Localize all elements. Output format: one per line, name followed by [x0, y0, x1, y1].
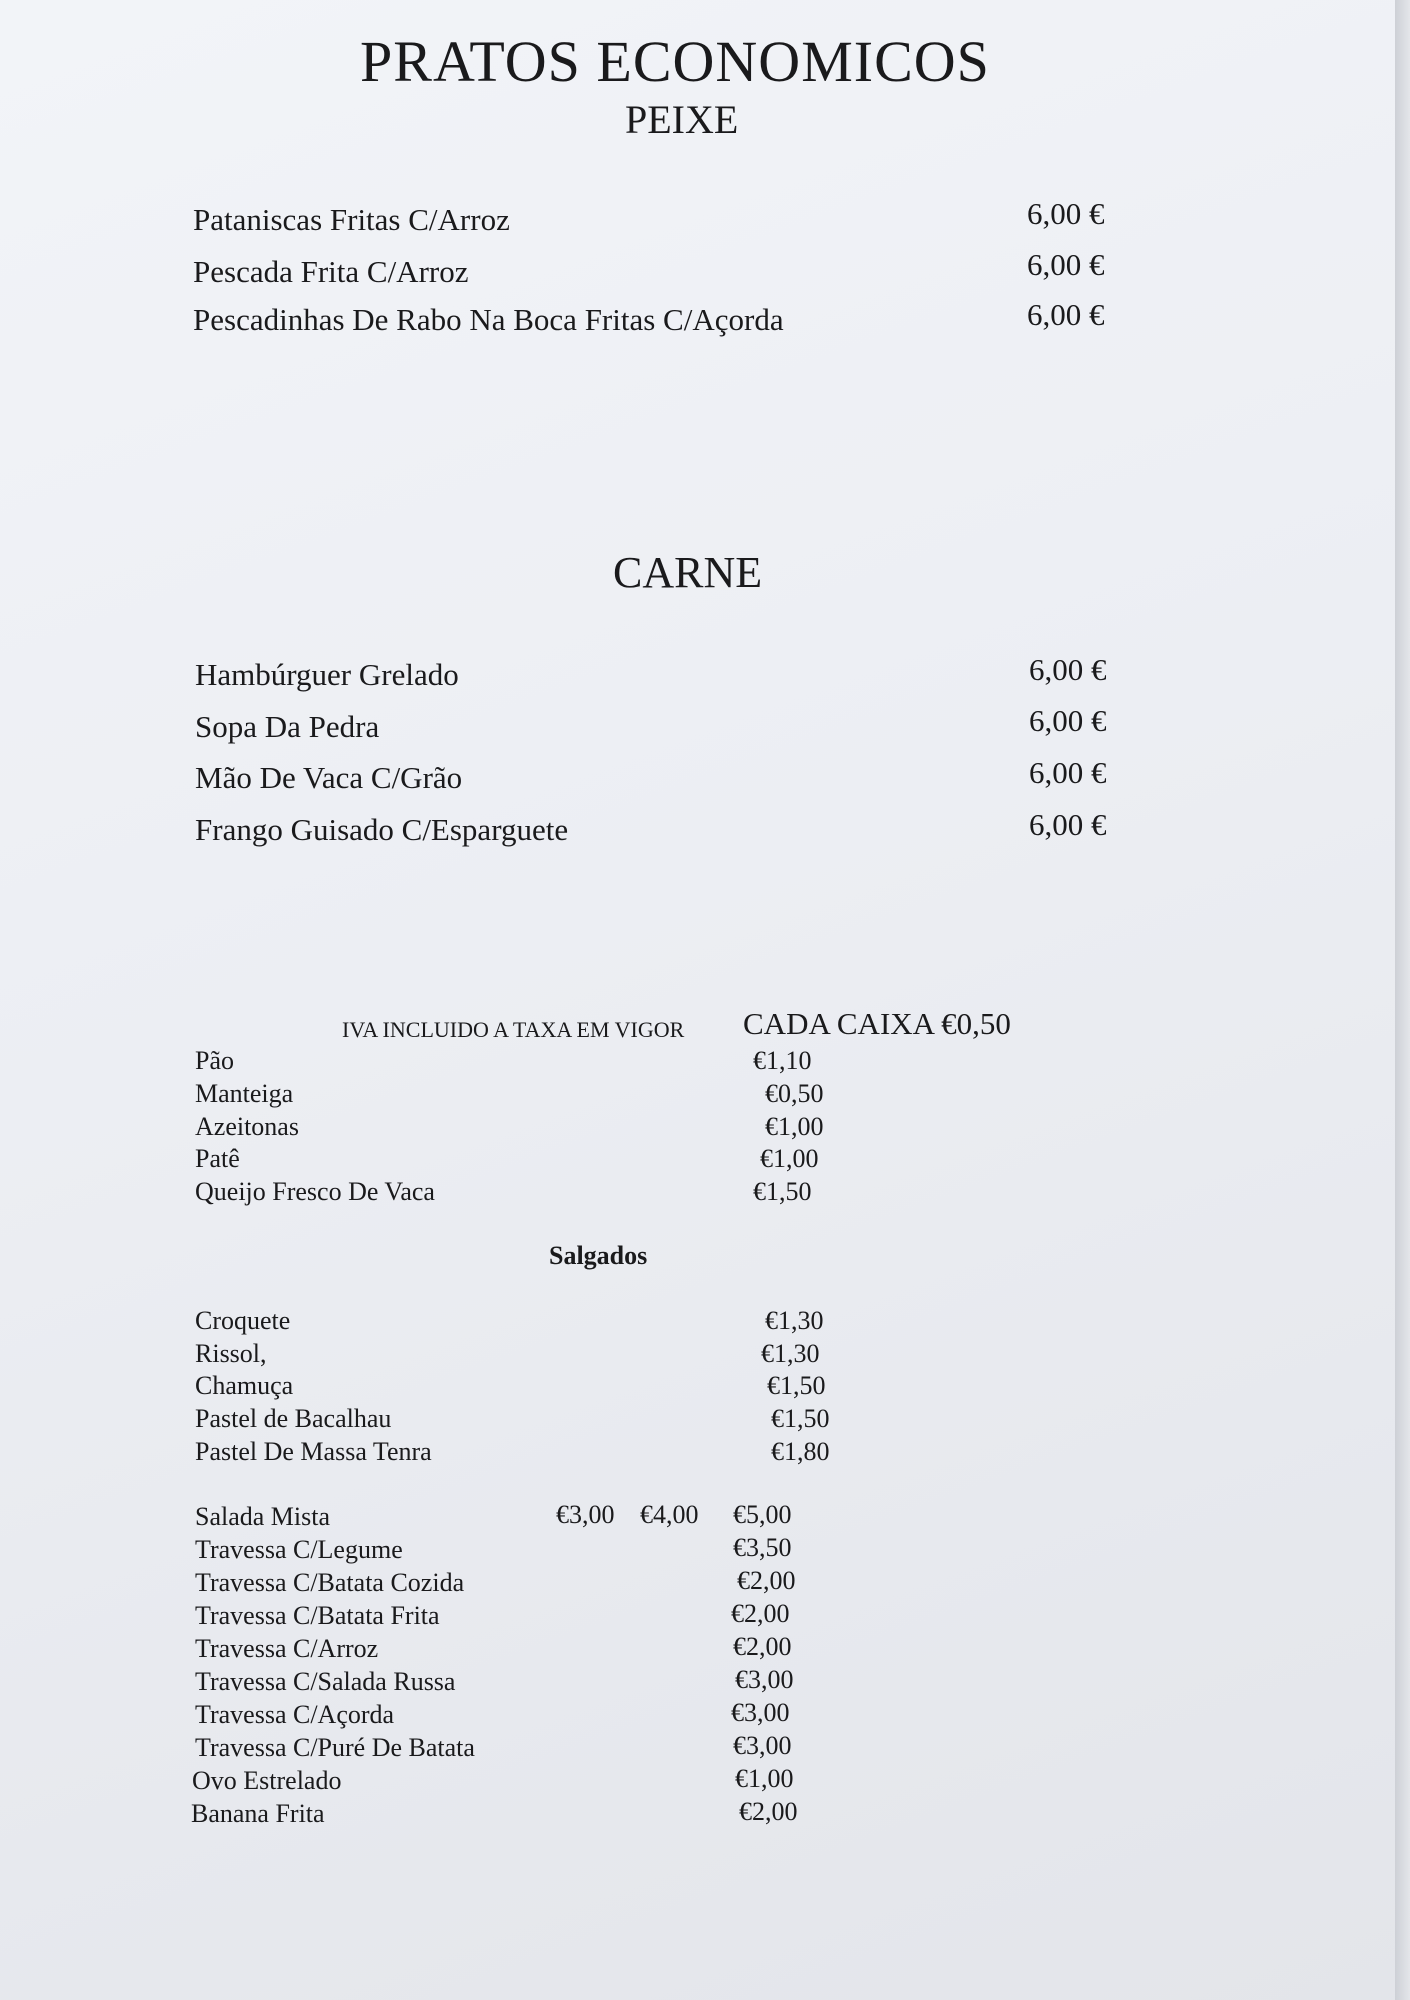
section-heading-peixe: PEIXE [625, 97, 739, 142]
menu-item-name: Mão De Vaca C/Grão [195, 760, 463, 795]
box-fee-note: CADA CAIXA €0,50 [743, 1006, 1011, 1041]
menu-item-price: €1,30 [765, 1306, 824, 1335]
menu-item-name: Travessa C/Batata Frita [195, 1601, 440, 1630]
menu-item-name: Frango Guisado C/Esparguete [195, 812, 569, 847]
menu-item-name: Pastel de Bacalhau [195, 1404, 392, 1433]
menu-item-price: €3,00 [735, 1665, 794, 1694]
menu-item-name: Travessa C/Legume [195, 1535, 403, 1564]
tax-note: IVA INCLUIDO A TAXA EM VIGOR [342, 1017, 685, 1042]
menu-item-name: Travessa C/Salada Russa [195, 1667, 456, 1696]
menu-item-name: Travessa C/Puré De Batata [195, 1733, 475, 1762]
menu-item-price: €1,00 [760, 1144, 819, 1173]
menu-item-price: €3,50 [733, 1533, 792, 1562]
menu-item-price: 6,00 € [1029, 807, 1107, 842]
section-heading-carne: CARNE [613, 548, 763, 597]
menu-item-name: Travessa C/Arroz [195, 1634, 379, 1663]
menu-item-name: Pão [195, 1046, 234, 1075]
menu-item-price: €1,50 [767, 1371, 826, 1400]
menu-item-price: 6,00 € [1029, 755, 1107, 790]
menu-item-price: €0,50 [765, 1079, 824, 1108]
menu-item-name: Chamuça [195, 1371, 294, 1400]
menu-item-price: €2,00 [731, 1599, 790, 1628]
menu-item-name: Travessa C/Açorda [195, 1700, 395, 1729]
menu-item-price: €1,00 [735, 1764, 794, 1793]
menu-item-name: Croquete [195, 1306, 291, 1335]
menu-item-price: €1,10 [753, 1046, 812, 1075]
menu-item-price: 6,00 € [1027, 247, 1105, 282]
menu-item-price-small: €3,00 [556, 1500, 615, 1529]
menu-item-name: Sopa Da Pedra [195, 709, 380, 744]
menu-item-price: €2,00 [737, 1566, 796, 1595]
menu-item-price: 6,00 € [1029, 703, 1107, 738]
menu-item-name: Rissol, [195, 1339, 267, 1368]
menu-item-price: 6,00 € [1027, 196, 1105, 231]
menu-item-name: Pescadinhas De Rabo Na Boca Fritas C/Açorda [193, 302, 784, 337]
menu-item-name: Salada Mista [195, 1502, 331, 1531]
menu-item-name: Manteiga [195, 1079, 294, 1108]
menu-item-name: Pataniscas Fritas C/Arroz [193, 202, 510, 237]
section-heading-salgados: Salgados [549, 1241, 648, 1270]
menu-item-price: 6,00 € [1027, 297, 1105, 332]
menu-item-price: €3,00 [733, 1731, 792, 1760]
menu-item-price: €1,30 [761, 1339, 820, 1368]
menu-item-name: Pescada Frita C/Arroz [193, 254, 469, 289]
menu-item-price: €1,50 [771, 1404, 830, 1433]
page-edge [1395, 0, 1410, 2000]
menu-item-price: €3,00 [731, 1698, 790, 1727]
menu-item-name: Banana Frita [191, 1799, 325, 1828]
menu-item-price: €1,80 [771, 1437, 830, 1466]
menu-item-name: Travessa C/Batata Cozida [195, 1568, 465, 1597]
menu-item-price-large: €5,00 [733, 1500, 792, 1529]
menu-item-price: €2,00 [739, 1797, 798, 1826]
menu-item-price-medium: €4,00 [640, 1500, 699, 1529]
menu-item-name: Azeitonas [195, 1112, 299, 1141]
menu-item-name: Pastel De Massa Tenra [195, 1437, 432, 1466]
menu-item-name: Ovo Estrelado [192, 1766, 342, 1795]
menu-item-name: Queijo Fresco De Vaca [195, 1177, 435, 1206]
menu-item-price: €1,50 [753, 1177, 812, 1206]
menu-item-name: Patê [195, 1144, 240, 1173]
menu-item-price: €2,00 [733, 1632, 792, 1661]
menu-item-name: Hambúrguer Grelado [195, 657, 459, 692]
menu-item-price: €1,00 [765, 1112, 824, 1141]
menu-item-price: 6,00 € [1029, 652, 1107, 687]
page-title: PRATOS ECONOMICOS [360, 29, 990, 94]
